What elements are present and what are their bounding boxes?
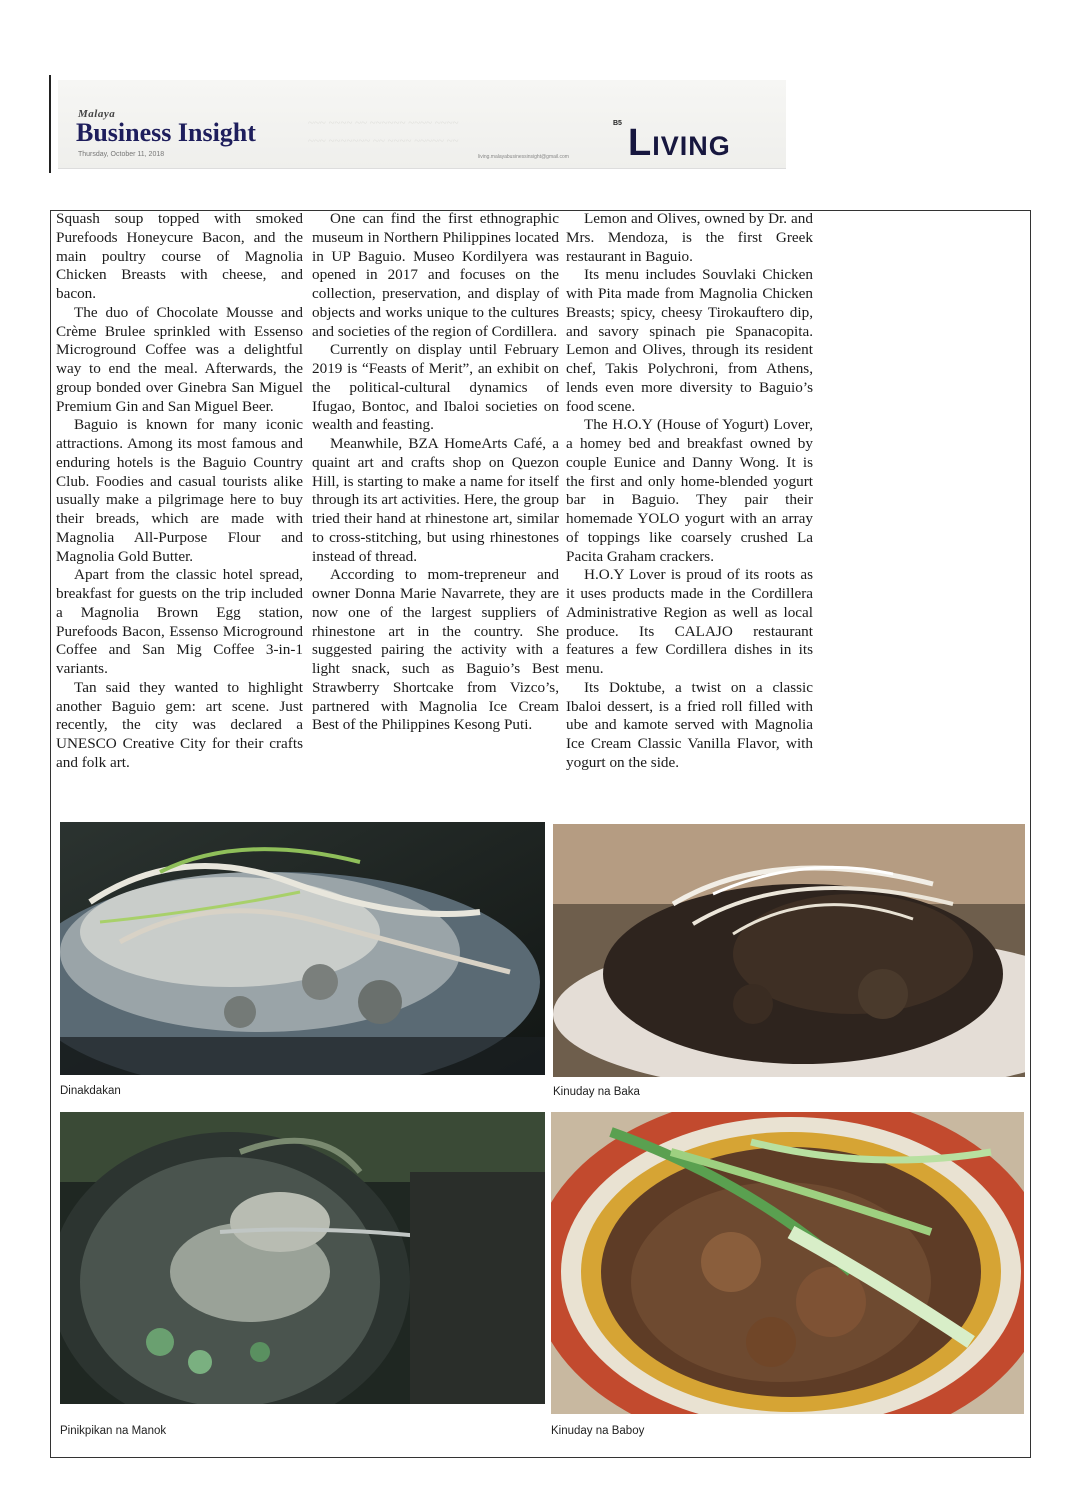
margin-rule bbox=[49, 75, 51, 173]
bleed-through-text: ~~~ ~~~~ ~~ ~~~~~~ ~~~~ ~~~~ ~~~ ~~~~~~~ ~~ ~~~~ ~~~~~ ~~ bbox=[308, 117, 459, 147]
paragraph: According to mom-trepreneur and owner Donna Marie Navarrete, they are now one of the largest suppliers of rhinestone art in the country. She suggested pairing the activity with a light snack, such as Baguio’s Best Strawberry Shortcake from Vizco’s, partnered with Magnolia Ice Cream Best of the Philippines Kesong Puti. bbox=[312, 566, 559, 734]
paragraph: Its Doktube, a twist on a classic Ibaloi dessert, is a fried roll filled with ube and kamote served with Magnolia Ice Cream Classic Vanilla Flavor, with yogurt on the side. bbox=[566, 678, 813, 771]
paragraph: H.O.Y Lover is proud of its roots as it uses products made in the Cordillera Administrative Region as well as local produce. Its CALAJO restaurant features a few Cordillera dishes in its menu. bbox=[566, 566, 813, 677]
dateline: Thursday, October 11, 2018 bbox=[78, 151, 165, 158]
text-column-2 bbox=[312, 210, 559, 735]
paragraph: Currently on display until February 2019 is “Feasts of Merit”, an exhibit on the political-cultural dynamics of Ifugao, Bontoc, and Ibaloi societies on wealth and feasting. bbox=[312, 341, 559, 434]
photo-kinuday-baboy bbox=[551, 1112, 1024, 1414]
paragraph: Its menu includes Souvlaki Chicken with Pita made from Magnolia Chicken Breasts; spicy, cheesy Tirokauftero dip, and savory spinach pie Spanacopita. Lemon and Olives, through its resident chef, Takis Polychroni, from Athens, lends even more diversity to Baguio’s food scene. bbox=[566, 266, 813, 415]
section-initial: L bbox=[628, 122, 653, 164]
paragraph: Lemon and Olives, owned by Dr. and Mrs. Mendoza, is the first Greek restaurant in Baguio. bbox=[566, 210, 813, 265]
paragraph: Baguio is known for many iconic attractions. Among its most famous and enduring hotels is the Baguio Country Club. Foodies and casual tourists alike usually make a pilgrimage here to buy their breads, which are made with Magnolia All-Purpose Flour and Magnolia Gold Butter. bbox=[56, 416, 303, 565]
paragraph: Squash soup topped with smoked Purefoods Honeycure Bacon, and the main poultry course of Magnolia Chicken Breasts with cheese, and bacon. bbox=[56, 210, 303, 302]
photo-dinakdakan bbox=[60, 822, 545, 1075]
brand-small: Malaya bbox=[78, 108, 116, 120]
photo-kinuday-baka bbox=[553, 824, 1025, 1077]
masthead bbox=[58, 80, 786, 169]
header-email: living.malayabusinessinsight@gmail.com bbox=[478, 154, 569, 160]
paragraph: Meanwhile, BZA HomeArts Café, a quaint art and crafts shop on Quezon Hill, is starting to make a name for itself through its art activities. Here, the group tried their hand at rhinestone art, similar to cross-stitching, but using rhinestones instead of thread. bbox=[312, 435, 559, 565]
caption-dinakdakan: Dinakdakan bbox=[60, 1085, 121, 1097]
paragraph: Apart from the classic hotel spread, breakfast for guests on the trip included a Magnolia Brown Egg station, Purefoods Bacon, Essenso Microground Coffee and San Mig Coffee 3-in-1 variants. bbox=[56, 566, 303, 677]
text-column-3 bbox=[566, 210, 813, 773]
caption-kinuday-baka: Kinuday na Baka bbox=[553, 1086, 640, 1098]
paragraph: One can find the first ethnographic museum in Northern Philippines located in UP Baguio. Museo Kordilyera was opened in 2017 and focuses on the collection, preservation, and display of objects and works unique to the cultures and societies of the region of Cordillera. bbox=[312, 210, 559, 340]
paragraph: The H.O.Y (House of Yogurt) Lover, a homey bed and breakfast owned by couple Eunice and Danny Wong. It is the first and only home-blended yogurt bar in Baguio. They pair their homemade YOLO yogurt with an array of toppings like coarsely crushed La Pacita Graham crackers. bbox=[566, 416, 813, 565]
caption-kinuday-baboy: Kinuday na Baboy bbox=[551, 1425, 645, 1437]
section-rest: IVING bbox=[652, 131, 731, 161]
page-number: B5 bbox=[613, 120, 622, 127]
photo-pinikpikan bbox=[60, 1112, 545, 1404]
caption-pinikpikan: Pinikpikan na Manok bbox=[60, 1425, 167, 1437]
paragraph: The duo of Chocolate Mousse and Crème Brulee sprinkled with Essenso Microground Coffee was a delightful way to end the meal. Afterwards, the group bonded over Ginebra San Miguel Premium Gin and San Miguel Beer. bbox=[56, 303, 303, 415]
section-title bbox=[628, 124, 731, 165]
paragraph: Tan said they wanted to highlight another Baguio gem: art scene. Just recently, the city was declared a UNESCO Creative City for their crafts and folk art. bbox=[56, 678, 303, 771]
text-column-1 bbox=[56, 210, 303, 773]
brand-title: Business Insight bbox=[76, 118, 256, 147]
